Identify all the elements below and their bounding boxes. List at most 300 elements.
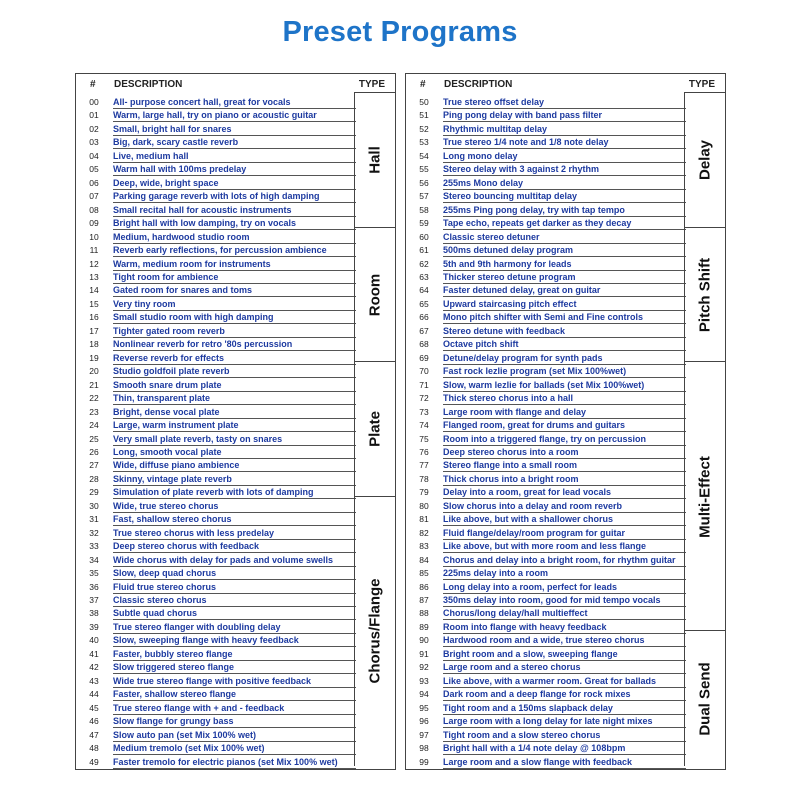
preset-description: True stereo flange with + and - feedback (113, 702, 356, 715)
preset-description: Chorus/long delay/hall multieffect (443, 607, 686, 620)
preset-number: 38 (89, 608, 99, 619)
preset-number: 86 (419, 581, 429, 592)
preset-row (406, 742, 725, 755)
preset-row (406, 163, 725, 176)
preset-row (76, 150, 395, 163)
preset-number: 83 (419, 541, 429, 552)
preset-number: 51 (419, 110, 429, 121)
preset-number: 78 (419, 473, 429, 484)
preset-row (76, 123, 395, 136)
preset-row (76, 729, 395, 742)
preset-number: 50 (419, 97, 429, 107)
preset-row (76, 473, 395, 486)
preset-description: Wide chorus with delay for pads and volume swells (113, 554, 356, 567)
preset-number: 66 (419, 312, 429, 323)
preset-description: All- purpose concert hall, great for vocals (113, 96, 356, 109)
preset-row (406, 406, 725, 419)
preset-description: Stereo flange into a small room (443, 459, 686, 472)
preset-row (406, 756, 725, 769)
preset-number: 05 (89, 164, 99, 175)
preset-number: 90 (419, 635, 429, 646)
preset-number: 73 (419, 406, 429, 417)
preset-number: 11 (89, 245, 99, 256)
preset-row (76, 540, 395, 553)
preset-description: Like above, but with a shallower chorus (443, 513, 686, 526)
preset-number: 32 (89, 527, 99, 538)
preset-row (406, 271, 725, 284)
preset-row (76, 500, 395, 513)
type-label: Chorus/Flange (366, 578, 384, 684)
preset-row (76, 634, 395, 647)
type-label: Dual Send (696, 662, 714, 736)
preset-number: 82 (419, 527, 429, 538)
preset-number: 03 (89, 137, 99, 148)
preset-number: 27 (89, 460, 99, 471)
preset-description: Upward staircasing pitch effect (443, 298, 686, 311)
preset-row (406, 702, 725, 715)
preset-number: 19 (89, 352, 99, 363)
preset-number: 68 (419, 339, 429, 350)
preset-number: 87 (419, 595, 429, 606)
preset-row (406, 607, 725, 620)
preset-description: Small, bright hall for snares (113, 123, 356, 136)
preset-description: Warm hall with 100ms predelay (113, 163, 356, 176)
preset-description: Medium tremolo (set Mix 100% wet) (113, 742, 356, 755)
preset-number: 45 (89, 702, 99, 713)
preset-number: 48 (89, 743, 99, 754)
preset-row (406, 365, 725, 378)
preset-row (406, 419, 725, 432)
preset-number: 62 (419, 258, 429, 269)
table-header (76, 74, 395, 96)
type-group (354, 227, 395, 363)
preset-description: Nonlinear reverb for retro '80s percussion (113, 338, 356, 351)
preset-row (406, 231, 725, 244)
preset-row (76, 715, 395, 728)
preset-row (76, 338, 395, 351)
preset-description: Tape echo, repeats get darker as they decay (443, 217, 686, 230)
preset-number: 31 (89, 514, 99, 525)
preset-row (76, 325, 395, 338)
preset-number: 22 (89, 393, 99, 404)
preset-description: Skinny, vintage plate reverb (113, 473, 356, 486)
preset-description: 5th and 9th harmony for leads (443, 258, 686, 271)
preset-description: Faster detuned delay, great on guitar (443, 284, 686, 297)
preset-row (406, 648, 725, 661)
preset-number: 71 (419, 379, 429, 390)
preset-description: Stereo delay with 3 against 2 rhythm (443, 163, 686, 176)
type-group (684, 227, 725, 363)
preset-number: 96 (419, 716, 429, 727)
preset-number: 76 (419, 446, 429, 457)
preset-description: Bright hall with low damping, try on vocals (113, 217, 356, 230)
preset-description: Fluid flange/delay/room program for guitar (443, 527, 686, 540)
preset-description: Bright, dense vocal plate (113, 406, 356, 419)
preset-description: Slow, deep quad chorus (113, 567, 356, 580)
type-label: Delay (696, 140, 714, 181)
preset-row (406, 284, 725, 297)
preset-row (76, 567, 395, 580)
preset-row (406, 715, 725, 728)
preset-description: Thin, transparent plate (113, 392, 356, 405)
preset-row (76, 648, 395, 661)
preset-row (76, 406, 395, 419)
preset-number: 12 (89, 258, 99, 269)
preset-number: 02 (89, 123, 99, 134)
preset-description: Slow chorus into a delay and room reverb (443, 500, 686, 513)
preset-row (406, 109, 725, 122)
preset-row (76, 392, 395, 405)
preset-description: Gated room for snares and toms (113, 284, 356, 297)
preset-number: 35 (89, 568, 99, 579)
preset-row (406, 581, 725, 594)
preset-row (406, 621, 725, 634)
preset-row (406, 554, 725, 567)
preset-description: Detune/delay program for synth pads (443, 352, 686, 365)
preset-row (406, 527, 725, 540)
preset-number: 54 (419, 150, 429, 161)
preset-number: 20 (89, 366, 99, 377)
preset-description: Small recital hall for acoustic instruments (113, 204, 356, 217)
preset-number: 64 (419, 285, 429, 296)
preset-row (76, 379, 395, 392)
preset-description: Warm, medium room for instruments (113, 258, 356, 271)
preset-description: Mono pitch shifter with Semi and Fine controls (443, 311, 686, 324)
preset-row (406, 204, 725, 217)
preset-number: 99 (419, 756, 429, 767)
preset-number: 74 (419, 420, 429, 431)
preset-row (406, 729, 725, 742)
preset-number: 00 (89, 97, 99, 107)
preset-description: True stereo offset delay (443, 96, 686, 109)
preset-number: 24 (89, 420, 99, 431)
header-number: # (90, 79, 96, 90)
preset-row (406, 540, 725, 553)
preset-description: Parking garage reverb with lots of high damping (113, 190, 356, 203)
preset-description: 225ms delay into a room (443, 567, 686, 580)
preset-number: 92 (419, 662, 429, 673)
preset-row (406, 244, 725, 257)
preset-row (76, 244, 395, 257)
preset-description: Slow flange for grungy bass (113, 715, 356, 728)
preset-number: 59 (419, 218, 429, 229)
preset-row (76, 419, 395, 432)
preset-row (76, 352, 395, 365)
preset-row (406, 298, 725, 311)
preset-description: Reverse reverb for effects (113, 352, 356, 365)
preset-row (406, 190, 725, 203)
preset-description: Dark room and a deep flange for rock mixes (443, 688, 686, 701)
preset-number: 01 (89, 110, 99, 121)
preset-number: 79 (419, 487, 429, 498)
preset-description: Rhythmic multitap delay (443, 123, 686, 136)
preset-number: 06 (89, 177, 99, 188)
preset-row (406, 258, 725, 271)
preset-description: Live, medium hall (113, 150, 356, 163)
header-type: TYPE (358, 79, 385, 90)
preset-number: 09 (89, 218, 99, 229)
preset-number: 52 (419, 123, 429, 134)
preset-description: Deep, wide, bright space (113, 177, 356, 190)
preset-row (76, 311, 395, 324)
preset-number: 85 (419, 568, 429, 579)
preset-description: Large room and a slow flange with feedback (443, 756, 686, 769)
preset-row (406, 661, 725, 674)
preset-description: Thicker stereo detune program (443, 271, 686, 284)
preset-row (76, 702, 395, 715)
preset-description: Fluid true stereo chorus (113, 581, 356, 594)
preset-number: 72 (419, 393, 429, 404)
preset-number: 98 (419, 743, 429, 754)
preset-row (406, 513, 725, 526)
preset-number: 15 (89, 298, 99, 309)
preset-description: 255ms Ping pong delay, try with tap tempo (443, 204, 686, 217)
preset-number: 41 (89, 648, 99, 659)
preset-row (406, 594, 725, 607)
preset-number: 97 (419, 729, 429, 740)
preset-row (76, 284, 395, 297)
type-group (354, 92, 395, 228)
preset-row (406, 123, 725, 136)
preset-row (406, 486, 725, 499)
preset-row (76, 621, 395, 634)
preset-number: 26 (89, 446, 99, 457)
preset-row (406, 675, 725, 688)
preset-description: Tight room and a 150ms slapback delay (443, 702, 686, 715)
preset-row (76, 217, 395, 230)
preset-row (76, 204, 395, 217)
preset-table-right (405, 73, 726, 770)
preset-number: 69 (419, 352, 429, 363)
preset-row (76, 554, 395, 567)
preset-number: 13 (89, 271, 99, 282)
preset-description: Very small plate reverb, tasty on snares (113, 433, 356, 446)
preset-number: 75 (419, 433, 429, 444)
preset-row (76, 756, 395, 769)
preset-description: Tight room and a slow stereo chorus (443, 729, 686, 742)
preset-description: Slow, sweeping flange with heavy feedback (113, 634, 356, 647)
preset-number: 25 (89, 433, 99, 444)
preset-description: Slow auto pan (set Mix 100% wet) (113, 729, 356, 742)
preset-number: 81 (419, 514, 429, 525)
preset-row (406, 311, 725, 324)
preset-row (406, 433, 725, 446)
preset-number: 93 (419, 675, 429, 686)
preset-description: 500ms detuned delay program (443, 244, 686, 257)
preset-number: 43 (89, 675, 99, 686)
preset-description: Large room with flange and delay (443, 406, 686, 419)
preset-number: 57 (419, 191, 429, 202)
preset-row (406, 379, 725, 392)
preset-row (76, 163, 395, 176)
preset-description: Thick chorus into a bright room (443, 473, 686, 486)
preset-number: 30 (89, 500, 99, 511)
preset-number: 49 (89, 756, 99, 767)
preset-row (76, 446, 395, 459)
preset-description: Long, smooth vocal plate (113, 446, 356, 459)
preset-description: Simulation of plate reverb with lots of damping (113, 486, 356, 499)
preset-row (76, 365, 395, 378)
preset-description: True stereo 1/4 note and 1/8 note delay (443, 136, 686, 149)
preset-description: Stereo detune with feedback (443, 325, 686, 338)
preset-description: Stereo bouncing multitap delay (443, 190, 686, 203)
preset-description: Slow triggered stereo flange (113, 661, 356, 674)
preset-row (406, 217, 725, 230)
preset-number: 14 (89, 285, 99, 296)
preset-number: 18 (89, 339, 99, 350)
type-label: Hall (366, 146, 384, 175)
preset-description: Large, warm instrument plate (113, 419, 356, 432)
preset-row (76, 298, 395, 311)
preset-description: Tight room for ambience (113, 271, 356, 284)
preset-description: Large room with a long delay for late night mixes (443, 715, 686, 728)
preset-row (406, 352, 725, 365)
type-label: Multi-Effect (696, 455, 714, 538)
preset-row (76, 433, 395, 446)
preset-description: Flanged room, great for drums and guitars (443, 419, 686, 432)
preset-number: 84 (419, 554, 429, 565)
preset-description: Hardwood room and a wide, true stereo chorus (443, 634, 686, 647)
preset-row (76, 594, 395, 607)
preset-row (76, 742, 395, 755)
preset-number: 28 (89, 473, 99, 484)
preset-description: Big, dark, scary castle reverb (113, 136, 356, 149)
type-group (354, 361, 395, 497)
preset-number: 21 (89, 379, 99, 390)
preset-description: Room into flange with heavy feedback (443, 621, 686, 634)
preset-description: Classic stereo chorus (113, 594, 356, 607)
preset-row (76, 177, 395, 190)
preset-number: 67 (419, 325, 429, 336)
preset-row (406, 634, 725, 647)
preset-number: 34 (89, 554, 99, 565)
preset-description: True stereo flanger with doubling delay (113, 621, 356, 634)
preset-row (406, 150, 725, 163)
preset-number: 39 (89, 621, 99, 632)
preset-number: 47 (89, 729, 99, 740)
preset-number: 17 (89, 325, 99, 336)
header-number: # (420, 79, 426, 90)
preset-number: 94 (419, 689, 429, 700)
preset-row (406, 500, 725, 513)
preset-number: 36 (89, 581, 99, 592)
preset-number: 29 (89, 487, 99, 498)
preset-number: 60 (419, 231, 429, 242)
preset-row (406, 567, 725, 580)
preset-row (76, 459, 395, 472)
preset-number: 70 (419, 366, 429, 377)
preset-description: Slow, warm lezlie for ballads (set Mix 100%wet) (443, 379, 686, 392)
type-group (684, 92, 725, 228)
preset-description: Deep stereo chorus into a room (443, 446, 686, 459)
preset-description: Subtle quad chorus (113, 607, 356, 620)
preset-description: Studio goldfoil plate reverb (113, 365, 356, 378)
preset-description: Wide, true stereo chorus (113, 500, 356, 513)
preset-description: Delay into a room, great for lead vocals (443, 486, 686, 499)
preset-row (406, 459, 725, 472)
preset-row (406, 473, 725, 486)
preset-number: 42 (89, 662, 99, 673)
preset-description: 255ms Mono delay (443, 177, 686, 190)
preset-description: Large room and a stereo chorus (443, 661, 686, 674)
preset-number: 37 (89, 595, 99, 606)
preset-row (76, 190, 395, 203)
preset-row (406, 446, 725, 459)
preset-number: 23 (89, 406, 99, 417)
preset-number: 53 (419, 137, 429, 148)
type-group (354, 496, 395, 766)
preset-description: Tighter gated room reverb (113, 325, 356, 338)
preset-description: Faster, bubbly stereo flange (113, 648, 356, 661)
preset-row (76, 661, 395, 674)
preset-row (406, 688, 725, 701)
preset-description: Long delay into a room, perfect for leads (443, 581, 686, 594)
preset-row (76, 607, 395, 620)
preset-description: Bright room and a slow, sweeping flange (443, 648, 686, 661)
preset-description: Very tiny room (113, 298, 356, 311)
preset-description: Faster tremolo for electric pianos (set Mix 100% wet) (113, 756, 356, 769)
preset-description: Medium, hardwood studio room (113, 231, 356, 244)
preset-description: Small studio room with high damping (113, 311, 356, 324)
preset-row (406, 392, 725, 405)
preset-row (406, 136, 725, 149)
preset-number: 16 (89, 312, 99, 323)
preset-number: 77 (419, 460, 429, 471)
preset-description: True stereo chorus with less predelay (113, 527, 356, 540)
preset-number: 65 (419, 298, 429, 309)
preset-description: Room into a triggered flange, try on percussion (443, 433, 686, 446)
preset-number: 61 (419, 245, 429, 256)
preset-number: 89 (419, 621, 429, 632)
preset-description: Octave pitch shift (443, 338, 686, 351)
preset-description: Wide true stereo flange with positive feedback (113, 675, 356, 688)
preset-row (76, 258, 395, 271)
preset-description: Fast, shallow stereo chorus (113, 513, 356, 526)
preset-description: 350ms delay into room, good for mid tempo vocals (443, 594, 686, 607)
type-group (684, 630, 725, 766)
preset-description: Faster, shallow stereo flange (113, 688, 356, 701)
preset-number: 80 (419, 500, 429, 511)
preset-row (76, 231, 395, 244)
preset-row (406, 96, 725, 109)
preset-row (76, 688, 395, 701)
preset-description: Fast rock lezlie program (set Mix 100%wet) (443, 365, 686, 378)
preset-number: 33 (89, 541, 99, 552)
header-description: DESCRIPTION (114, 79, 183, 90)
preset-row (76, 527, 395, 540)
preset-row (76, 96, 395, 109)
preset-row (76, 486, 395, 499)
type-label: Plate (366, 411, 384, 448)
preset-description: Ping pong delay with band pass filter (443, 109, 686, 122)
preset-row (76, 675, 395, 688)
preset-row (76, 271, 395, 284)
preset-number: 95 (419, 702, 429, 713)
preset-number: 91 (419, 648, 429, 659)
preset-description: Smooth snare drum plate (113, 379, 356, 392)
preset-number: 46 (89, 716, 99, 727)
preset-number: 58 (419, 204, 429, 215)
preset-description: Chorus and delay into a bright room, for rhythm guitar (443, 554, 686, 567)
preset-description: Like above, but with more room and less flange (443, 540, 686, 553)
table-header (406, 74, 725, 96)
preset-number: 04 (89, 150, 99, 161)
page-title: Preset Programs (282, 16, 518, 48)
preset-number: 08 (89, 204, 99, 215)
preset-number: 55 (419, 164, 429, 175)
header-type: TYPE (688, 79, 715, 90)
preset-row (76, 513, 395, 526)
